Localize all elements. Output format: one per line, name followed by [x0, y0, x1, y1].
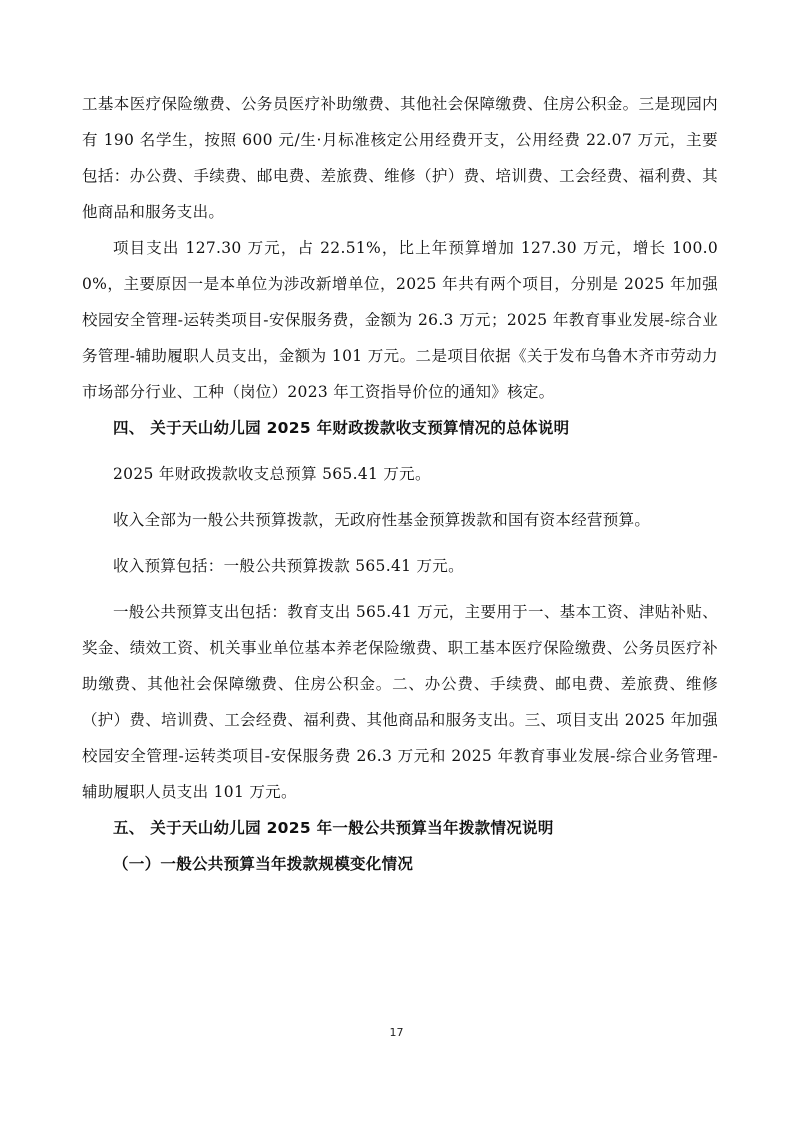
paragraph-income-budget: 收入预算包括：一般公共预算拨款 565.41 万元。 [113, 557, 464, 575]
subsection-heading-5-1: （一）一般公共预算当年拨款规模变化情况 [113, 855, 414, 873]
section-heading-4: 四、 关于天山幼儿园 2025 年财政拨款收支预算情况的总体说明 [113, 419, 570, 437]
page-number: 17 [389, 1026, 404, 1039]
paragraph-project-expenditure: 项目支出 127.30 万元，占 22.51%，比上年预算增加 127.30 万元，增长 100.00%，主要原因一是本单位为涉改新增单位，2025 年共有两个项目，分别是 2025 年加强校园安全管理-运转类项目-安保服务费，金额为 26.3 万元；2025 年教育事业发展-综合业务管理-辅助履职人员支出，金额为 101 万元。二是项目依据《关于发布乌鲁木齐市劳动力市场部分行业、工种（岗位）2023 年工资指导价位的通知》核定。 [82, 239, 718, 401]
section-heading-5: 五、 关于天山幼儿园 2025 年一般公共预算当年拨款情况说明 [113, 819, 554, 837]
paragraph-income-source: 收入全部为一般公共预算拨款，无政府性基金预算拨款和国有资本经营预算。 [113, 511, 651, 529]
document-body [82, 86, 718, 882]
paragraph-total-budget: 2025 年财政拨款收支总预算 565.41 万元。 [113, 465, 431, 483]
paragraph-general-expenditure: 一般公共预算支出包括：教育支出 565.41 万元，主要用于一、基本工资、津贴补贴、奖金、绩效工资、机关事业单位基本养老保险缴费、职工基本医疗保险缴费、公务员医疗补助缴费、其他社会保障缴费、住房公积金。二、办公费、手续费、邮电费、差旅费、维修（护）费、培训费、工会经费、福利费、其他商品和服务支出。三、项目支出 2025 年加强校园安全管理-运转类项目-安保服务费 26.3 万元和 2025 年教育事业发展-综合业务管理-辅助履职人员支出 101 万元。 [82, 603, 718, 801]
paragraph-public-funds: 工基本医疗保险缴费、公务员医疗补助缴费、其他社会保障缴费、住房公积金。三是现园内有 190 名学生，按照 600 元/生·月标准核定公用经费开支，公用经费 22.07 万元，主要包括：办公费、手续费、邮电费、差旅费、维修（护）费、培训费、工会经费、福利费、其他商品和服务支出。 [82, 95, 718, 221]
